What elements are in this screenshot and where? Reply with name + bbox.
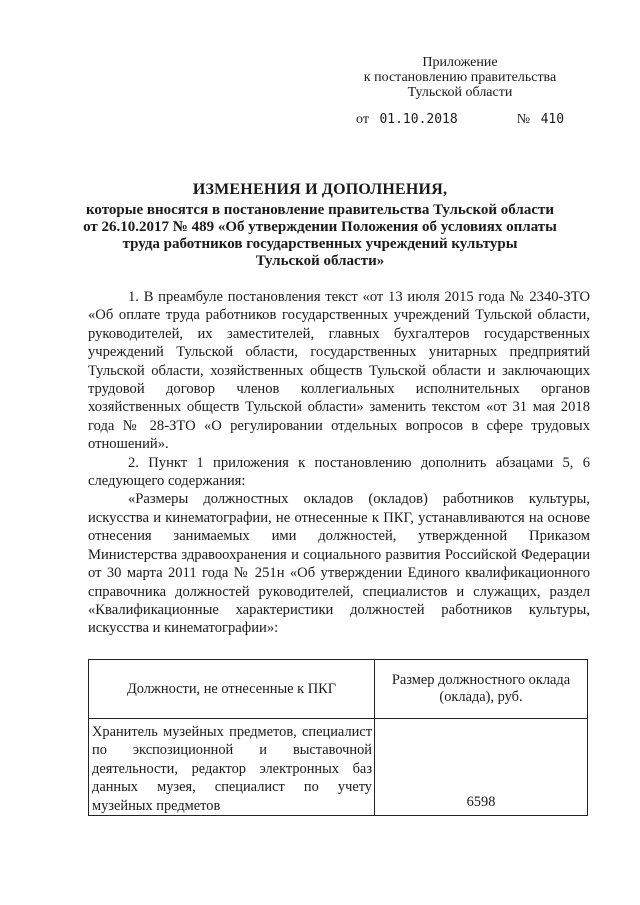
number-sign: №	[516, 112, 531, 127]
date-prefix: от	[356, 112, 369, 127]
cell-position: Хранитель музейных предметов, специалист по экспозиционной и выставочной деятельности, редактор электронных баз данных музея, специалист по учету музейных предметов	[89, 719, 375, 816]
salary-table	[88, 659, 588, 816]
resolution-number: 410	[540, 112, 565, 127]
header-positions: Должности, не отнесенные к ПКГ	[89, 660, 375, 719]
table-header-row	[89, 660, 588, 719]
appendix-region: Тульской области	[407, 85, 513, 100]
paragraph-3: «Размеры должностных окладов (окладов) работников культуры, искусства и кинематографии, не отнесенные к ПКГ, устанавливаются на основе отнесения занимаемых ими должностей, утвержденной Приказом Министерства здравоохранения и социального развития Российской Федерации от 30 марта 2011 года № 251н «Об утверждении Единого квалификационного справочника должностей руководителей, специалистов и служащих, раздел «Квалификационные характеристики должностей работников культуры, искусства и кинематографии»:	[88, 491, 590, 637]
subtitle-line-4: Тульской области»	[255, 253, 385, 269]
subtitle-line-2: от 26.10.2017 № 489 «Об утверждении Положения об условиях оплаты	[83, 219, 557, 235]
subtitle-line-1: которые вносятся в постановление правительства Тульской области	[85, 202, 555, 218]
subtitle-line-3: труда работников государственных учреждений культуры	[122, 236, 518, 252]
resolution-date-number	[356, 112, 564, 128]
resolution-date: 01.10.2018	[379, 112, 458, 127]
appendix-label: Приложение	[422, 55, 498, 70]
paragraph-1: 1. В преамбуле постановления текст «от 13 июля 2015 года № 2340-ЗТО «Об оплате труда работников государственных учреждений Тульской области, руководителей, их заместителей, главных бухгалтеров государственных учреждений Тульской области, государственных унитарных предприятий Тульской области, хозяйственных обществ Тульской области и заключающих трудовой договор членов коллегиальных исполнительных органов хозяйственных обществ Тульской области» заменить текстом «от 31 мая 2018 года № 28-ЗТО «О регулировании отдельных вопросов в сфере трудовых отношений».	[88, 289, 590, 453]
appendix-to-resolution: к постановлению правительства	[363, 70, 557, 85]
table-row	[89, 719, 588, 816]
document-title: ИЗМЕНЕНИЯ И ДОПОЛНЕНИЯ,	[192, 181, 448, 198]
header-salary: Размер должностного оклада (оклада), руб.	[375, 660, 588, 719]
cell-salary: 6598	[375, 719, 588, 816]
document-body	[88, 288, 590, 638]
paragraph-2: 2. Пункт 1 приложения к постановлению дополнить абзацами 5, 6 следующего содержания:	[88, 454, 590, 490]
